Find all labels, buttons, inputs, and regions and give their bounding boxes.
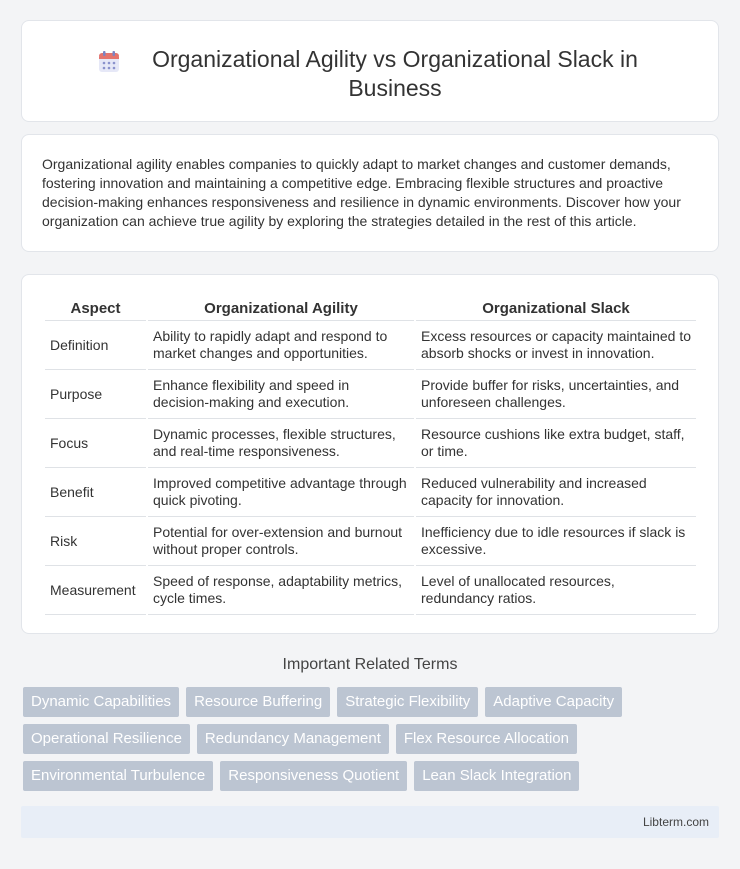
table-header-row: [45, 297, 696, 321]
slack-cell: Level of unallocated resources, redundancy ratios.: [416, 566, 696, 615]
footer: [21, 806, 719, 838]
table-row: [45, 566, 696, 615]
tag-dynamic-capabilities[interactable]: Dynamic Capabilities: [23, 687, 179, 717]
header-agility: Organizational Agility: [148, 297, 414, 321]
agility-cell: Improved competitive advantage through quick pivoting.: [148, 468, 414, 517]
table-row: [45, 419, 696, 468]
title-wrap: [22, 45, 718, 103]
slack-cell: Inefficiency due to idle resources if slack is excessive.: [416, 517, 696, 566]
page-title: Organizational Agility vs Organizational Slack in Business: [152, 46, 638, 101]
aspect-cell: Risk: [45, 517, 146, 566]
aspect-cell: Definition: [45, 321, 146, 370]
tag-environmental-turbulence[interactable]: Environmental Turbulence: [23, 761, 213, 791]
agility-cell: Speed of response, adaptability metrics, cycle times.: [148, 566, 414, 615]
slack-cell: Provide buffer for risks, uncertainties, and unforeseen challenges.: [416, 370, 696, 419]
agility-cell: Ability to rapidly adapt and respond to market changes and opportunities.: [148, 321, 414, 370]
comparison-card: [21, 274, 719, 634]
tag-operational-resilience[interactable]: Operational Resilience: [23, 724, 190, 754]
tag-row: [23, 761, 683, 791]
tag-row: [23, 687, 683, 717]
table-row: [45, 370, 696, 419]
header-aspect: Aspect: [45, 297, 146, 321]
related-terms: [23, 687, 683, 798]
aspect-cell: Benefit: [45, 468, 146, 517]
table-row: [45, 321, 696, 370]
aspect-cell: Focus: [45, 419, 146, 468]
calendar-icon: [97, 50, 121, 74]
tag-adaptive-capacity[interactable]: Adaptive Capacity: [485, 687, 622, 717]
tag-row: [23, 724, 683, 754]
intro-paragraph: Organizational agility enables companies to quickly adapt to market changes and customer demands, fostering innovation and maintaining a competitive edge. Embracing flexible structures and proactive decision-making enhances responsiveness and resilience in dynamic environments. Discover how your organization can achieve true agility by exploring the strategies detailed in the rest of this article.: [42, 156, 681, 229]
tag-flex-resource-allocation[interactable]: Flex Resource Allocation: [396, 724, 577, 754]
footer-site-link[interactable]: Libterm.com: [642, 815, 709, 829]
agility-cell: Potential for over-extension and burnout without proper controls.: [148, 517, 414, 566]
slack-cell: Reduced vulnerability and increased capacity for innovation.: [416, 468, 696, 517]
agility-cell: Enhance flexibility and speed in decision-making and execution.: [148, 370, 414, 419]
slack-cell: Excess resources or capacity maintained to absorb shocks or invest in innovation.: [416, 321, 696, 370]
tag-resource-buffering[interactable]: Resource Buffering: [186, 687, 330, 717]
aspect-cell: Measurement: [45, 566, 146, 615]
aspect-cell: Purpose: [45, 370, 146, 419]
header-slack: Organizational Slack: [416, 297, 696, 321]
table-row: [45, 468, 696, 517]
tag-lean-slack-integration[interactable]: Lean Slack Integration: [414, 761, 579, 791]
tag-responsiveness-quotient[interactable]: Responsiveness Quotient: [220, 761, 407, 791]
tag-redundancy-management[interactable]: Redundancy Management: [197, 724, 389, 754]
intro-card: [21, 134, 719, 252]
slack-cell: Resource cushions like extra budget, staff, or time.: [416, 419, 696, 468]
comparison-table: [43, 297, 698, 615]
agility-cell: Dynamic processes, flexible structures, and real-time responsiveness.: [148, 419, 414, 468]
related-terms-title: Important Related Terms: [282, 656, 458, 673]
table-row: [45, 517, 696, 566]
tag-strategic-flexibility[interactable]: Strategic Flexibility: [337, 687, 478, 717]
title-card: [21, 20, 719, 122]
